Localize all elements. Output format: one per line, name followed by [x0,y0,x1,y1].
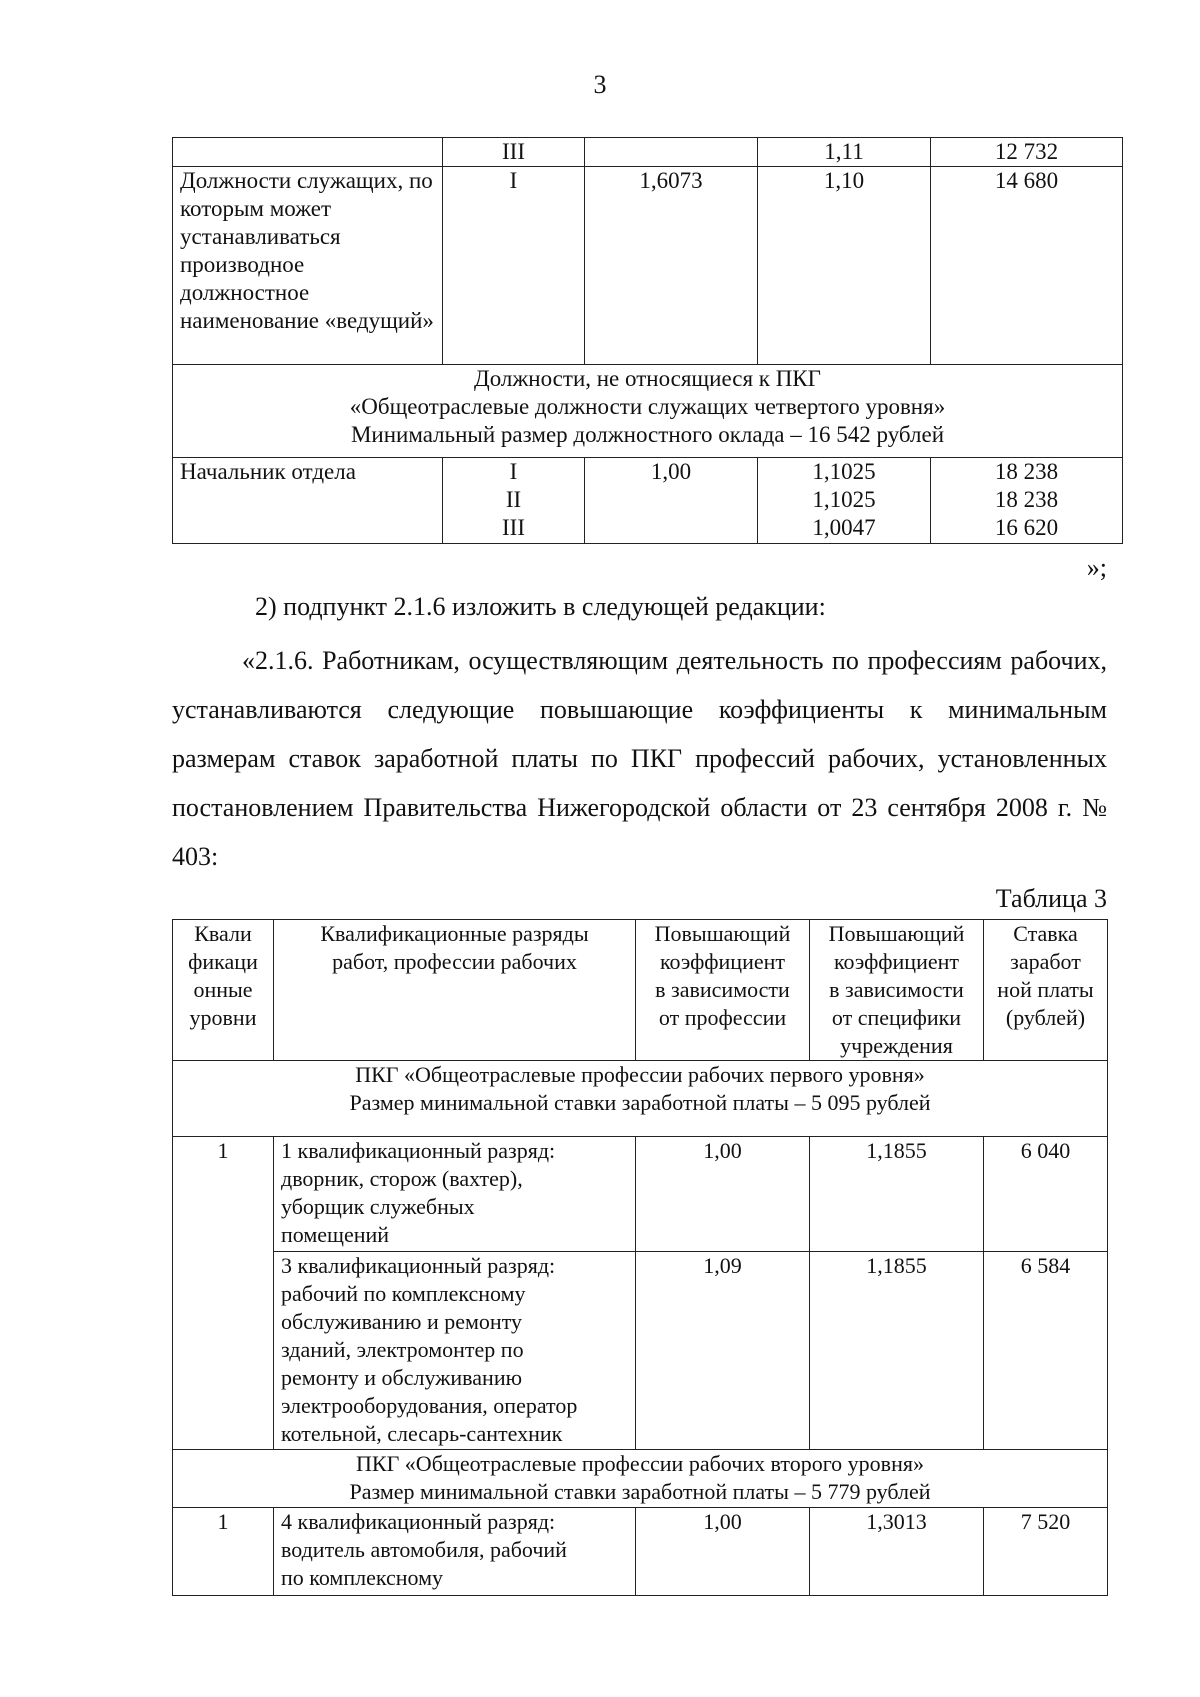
group-header [173,365,1123,458]
salary-cell: 14 680 [931,167,1123,365]
description-line: обслуживанию и ремонту [281,1309,523,1334]
salary-value: 16 620 [994,515,1059,540]
table-row [173,138,1123,167]
description-line: по комплексному [281,1565,444,1590]
group-header-line: Должности, не относящиеся к ПКГ [474,366,821,391]
institution-coefficient: 1,1855 [810,1252,984,1450]
salary-table-continuation [172,137,1123,544]
group-header-row [173,1061,1108,1137]
header-line: от специфики [831,1005,962,1030]
table-caption: Таблица 3 [995,884,1107,913]
header-line: Повышающий [828,921,965,946]
level-value: II [505,487,522,512]
group-header-line: Размер минимальной ставки заработной платы – 5 095 рублей [349,1090,931,1115]
position-title: Начальник отдела [173,458,443,544]
table-3 [172,919,1108,1596]
level-cell [443,458,585,544]
description-line: рабочий по комплексному [281,1281,526,1306]
salary-cell [931,458,1123,544]
body-paragraph: «2.1.6. Работникам, осуществляющим деятельность по профессиям рабочих, устанавливаются следующие повышающие коэффициенты к минимальным размерам ставок заработной платы по ПКГ профессий рабочих, установленных постановлением Правительства Нижегородской области от 23 сентября 2008 г. № 403: [172,646,1107,871]
header-line: Повышающий [654,921,791,946]
description-line: ремонту и обслуживанию [281,1365,523,1390]
description-line: дворник, сторож (вахтер), [281,1166,523,1191]
header-line: Квалификационные разряды [320,921,589,946]
header-line: заработ [1010,949,1081,974]
header-line: ной платы [997,977,1094,1002]
description-line: 1 квалификационный разряд: [281,1138,556,1163]
page-number: 3 [593,70,607,99]
table-row [173,1508,1108,1596]
header-line: работ, профессии рабочих [332,949,577,974]
coefficient-cell [585,138,758,167]
header-line: онные [193,977,253,1002]
institution-coefficient: 1,3013 [810,1508,984,1596]
profession-description [274,1137,636,1252]
header-line: в зависимости [829,977,964,1002]
salary-cell: 12 732 [931,138,1123,167]
header-line: фикаци [188,949,258,974]
profession-coefficient: 1,00 [636,1137,810,1252]
header-institution-coefficient [810,920,984,1061]
profession-description [274,1508,636,1596]
position-title: Должности служащих, по которым может устанавливаться производное должностное наименование «ведущий» [173,167,443,365]
coefficient-value: 1,1025 [812,487,876,512]
header-line: (рублей) [1005,1005,1086,1030]
header-line: в зависимости [655,977,790,1002]
header-qualification-levels [173,920,274,1061]
header-line: коэффициент [659,949,785,974]
description-line: 4 квалификационный разряд: [281,1509,556,1534]
level-value: I [509,459,518,484]
salary-value: 18 238 [994,459,1059,484]
group-header-line: Минимальный размер должностного оклада – 16 542 рублей [350,422,945,447]
qualification-level: 1 [173,1508,274,1596]
profession-coefficient: 1,09 [636,1252,810,1450]
group-header [173,1061,1108,1137]
coefficient-cell: 1,10 [758,167,931,365]
wage-rate: 7 520 [984,1508,1108,1596]
wage-rate: 6 040 [984,1137,1108,1252]
level-cell: I [443,167,585,365]
header-line: уровни [189,1005,257,1030]
table-row [173,1252,1108,1450]
group-header-line: ПКГ «Общеотраслевые профессии рабочих первого уровня» [355,1062,925,1087]
profession-description [274,1252,636,1450]
header-line: учреждения [840,1033,953,1058]
header-wage-rate [984,920,1108,1061]
coefficient-value: 1,0047 [812,515,876,540]
header-line: коэффициент [833,949,959,974]
description-line: помещений [281,1222,390,1247]
profession-coefficient: 1,00 [636,1508,810,1596]
group-header-row [173,365,1123,458]
closing-quote: »; [1086,553,1107,582]
level-cell: III [443,138,585,167]
header-qualification-grades [274,920,636,1061]
coefficient-value: 1,1025 [812,459,876,484]
header-line: Ставка [1013,921,1078,946]
table-row [173,458,1123,544]
description-line: водитель автомобиля, рабочий [281,1537,567,1562]
amendment-line: 2) подпункт 2.1.6 изложить в следующей редакции: [255,592,826,621]
institution-coefficient: 1,1855 [810,1137,984,1252]
table-row [173,1137,1108,1252]
coefficient-cell: 1,6073 [585,167,758,365]
qualification-level: 1 [173,1137,274,1450]
coefficient-cell [758,458,931,544]
description-line: котельной, слесарь-сантехник [281,1421,563,1446]
wage-rate: 6 584 [984,1252,1108,1450]
header-line: Квали [194,921,252,946]
group-header [173,1450,1108,1508]
description-line: уборщик служебных [281,1194,475,1219]
description-line: зданий, электромонтер по [281,1337,524,1362]
table-row [173,167,1123,365]
header-profession-coefficient [636,920,810,1061]
coefficient-cell: 1,00 [585,458,758,544]
description-line: 3 квалификационный разряд: [281,1253,556,1278]
description-line: электрооборудования, оператор [281,1393,578,1418]
coefficient-cell: 1,11 [758,138,931,167]
level-value: III [502,515,525,540]
group-header-row [173,1450,1108,1508]
position-title [173,138,443,167]
header-line: от профессии [658,1005,787,1030]
group-header-line: «Общеотраслевые должности служащих четвертого уровня» [349,394,946,419]
table-header-row [173,920,1108,1061]
salary-value: 18 238 [994,487,1059,512]
group-header-line: Размер минимальной ставки заработной платы – 5 779 рублей [349,1479,931,1504]
group-header-line: ПКГ «Общеотраслевые профессии рабочих второго уровня» [356,1451,924,1476]
